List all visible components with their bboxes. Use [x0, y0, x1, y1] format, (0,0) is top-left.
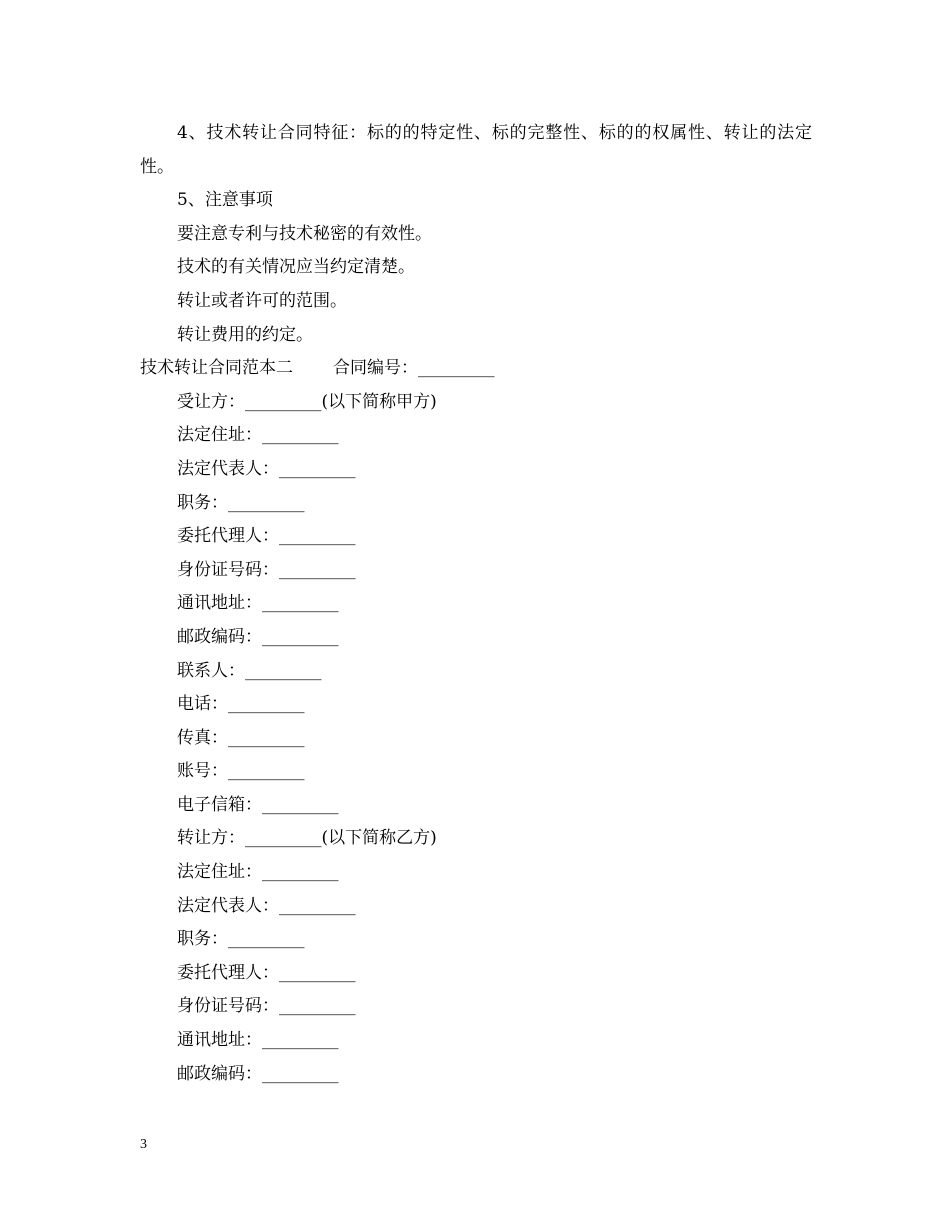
template-two-title-line [140, 352, 812, 386]
party-a-address: 法定住址：_________ [177, 425, 339, 446]
note-item: 要注意专利与技术秘密的有效性。 [177, 223, 432, 244]
party-a-position: 职务：_________ [177, 492, 305, 513]
note-item: 转让或者许可的范围。 [177, 290, 347, 311]
party-a-legal-rep: 法定代表人：_________ [177, 458, 356, 479]
party-b-id-number: 身份证号码：_________ [177, 996, 356, 1017]
party-a-id-number: 身份证号码：_________ [177, 559, 356, 580]
party-b-position: 职务：_________ [177, 929, 305, 950]
party-b-agent: 委托代理人：_________ [177, 962, 356, 983]
note-item: 转让费用的约定。 [177, 324, 313, 345]
party-b-transferor: 转让方：_________(以下简称乙方) [177, 828, 437, 849]
party-b-postcode: 邮政编码：_________ [177, 1063, 339, 1084]
contract-number-field: 合同编号：_________ [333, 358, 495, 379]
document-body [140, 117, 812, 1091]
page-number: 3 [140, 1137, 147, 1152]
party-a-transferee: 受让方：_________(以下简称甲方) [177, 391, 437, 412]
party-a-phone: 电话：_________ [177, 694, 305, 715]
party-a-account: 账号：_________ [177, 761, 305, 782]
section-five-heading: 5、注意事项 [177, 190, 273, 211]
party-a-postcode: 邮政编码：_________ [177, 626, 339, 647]
party-a-mail-address: 通讯地址：_________ [177, 593, 339, 614]
note-item: 技术的有关情况应当约定清楚。 [177, 257, 415, 278]
section-four-features: 4、技术转让合同特征：标的的特定性、标的完整性、标的的权属性、转让的法定性。 [140, 123, 812, 177]
party-a-fax: 传真：_________ [177, 727, 305, 748]
party-a-agent: 委托代理人：_________ [177, 526, 356, 547]
party-b-address: 法定住址：_________ [177, 862, 339, 883]
party-b-legal-rep: 法定代表人：_________ [177, 895, 356, 916]
party-b-mail-address: 通讯地址：_________ [177, 1030, 339, 1051]
party-a-contact: 联系人：_________ [177, 660, 322, 681]
template-two-title: 技术转让合同范本二 [140, 358, 293, 379]
party-a-email: 电子信箱：_________ [177, 794, 339, 815]
